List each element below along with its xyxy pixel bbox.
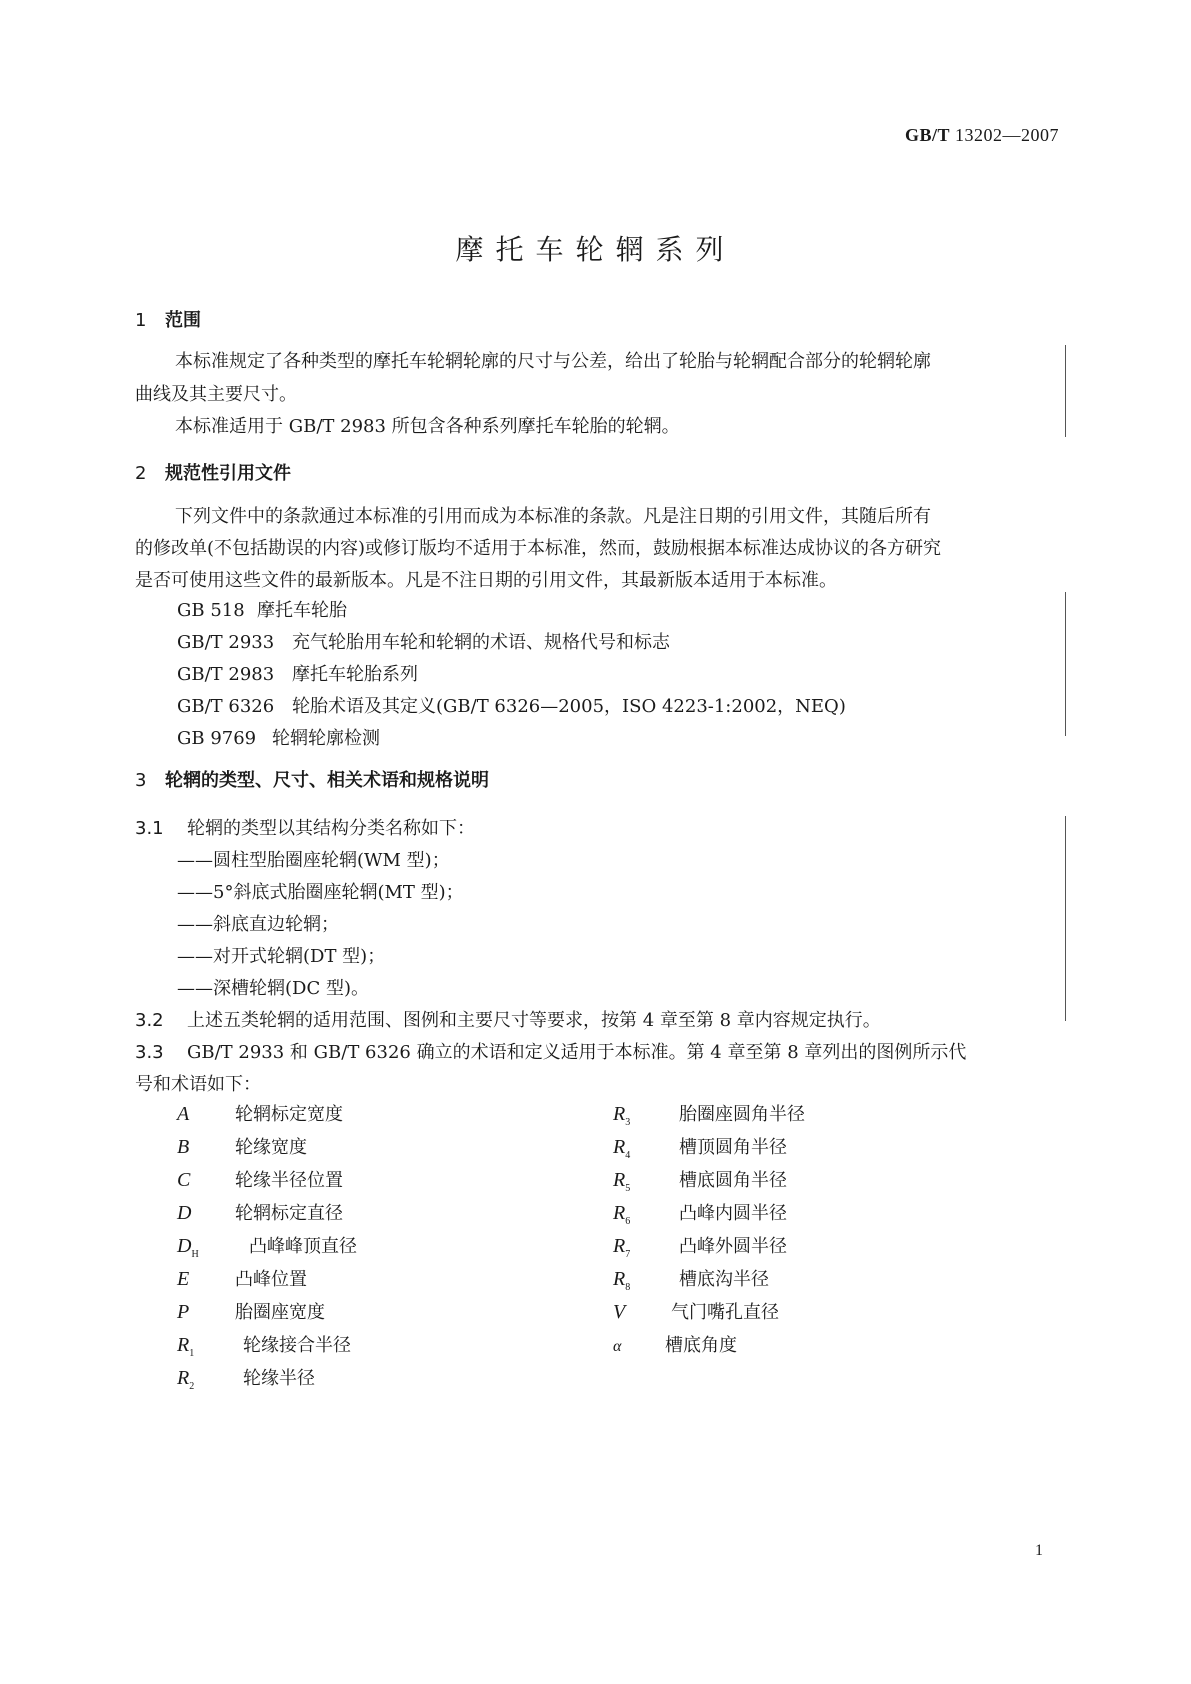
rim-type-item: ——斜底直边轮辋； [177, 914, 339, 935]
subsection-3-3-cont [135, 1070, 261, 1096]
symbol-entry [613, 1199, 787, 1227]
section-1-heading [135, 306, 201, 332]
subsection-text: 上述五类轮辋的适用范围、图例和主要尺寸等要求，按第 4 章至第 8 章内容规定执行。 [187, 1010, 881, 1031]
symbol: α [613, 1338, 622, 1355]
section-2-paragraph-cont [135, 564, 1057, 597]
section-2-paragraph-cont [135, 532, 1057, 565]
section-2-paragraph [135, 500, 1057, 533]
symbol-description: 槽底圆角半径 [679, 1170, 787, 1191]
page-number: 1 [1035, 1542, 1043, 1559]
text-line: 曲线及其主要尺寸。 [135, 384, 297, 405]
text-line: 的修改单(不包括勘误的内容)或修订版均不适用于本标准，然而，鼓励根据本标准达成协议的各方研究 [135, 538, 942, 559]
subsection-text: 轮辋的类型以其结构分类名称如下： [187, 818, 475, 839]
section-title: 规范性引用文件 [165, 463, 291, 484]
section-number: 1 [135, 310, 147, 331]
change-bar [1065, 816, 1066, 1021]
section-title: 范围 [165, 310, 201, 331]
symbol-description: 槽底沟半径 [679, 1269, 769, 1290]
reference-item [177, 628, 670, 654]
reference-item [177, 660, 418, 686]
text-line: 下列文件中的条款通过本标准的引用而成为本标准的条款。凡是注日期的引用文件，其随后所有 [175, 506, 931, 527]
section-1-paragraph-2 [135, 410, 1057, 443]
reference-code: GB/T 2933 [177, 632, 275, 653]
symbol-entry [613, 1331, 737, 1357]
symbol-entry [613, 1133, 787, 1161]
subsection-text: GB/T 2933 和 GB/T 6326 确立的术语和定义适用于本标准。第 4 章至第 8 章列出的图例所示代 [187, 1042, 967, 1063]
standard-code [905, 125, 1059, 146]
rim-type-item: ——对开式轮辋(DT 型)； [177, 946, 386, 967]
symbol-entry [177, 1364, 315, 1392]
standard-prefix: GB/T [904, 125, 950, 145]
rim-type-item: ——圆柱型胎圈座轮辋(WM 型)； [177, 850, 450, 871]
symbol-description: 凸峰外圆半径 [679, 1236, 787, 1257]
symbol: $R_7$ [613, 1235, 631, 1260]
symbol-entry [613, 1298, 779, 1324]
symbol-entry [177, 1166, 343, 1192]
document-title: 摩托车轮辋系列 [455, 233, 736, 266]
symbol-description: 凸峰位置 [235, 1269, 307, 1290]
symbol-entry [177, 1100, 343, 1126]
symbol-entry [613, 1100, 805, 1128]
symbol-entry [177, 1199, 343, 1225]
change-bar [1065, 592, 1066, 736]
subsection-3-1 [135, 814, 475, 840]
symbol: $R_6$ [613, 1202, 631, 1227]
subsection-text: 号和术语如下： [135, 1074, 261, 1095]
reference-title: 摩托车轮胎系列 [292, 664, 418, 685]
reference-item [177, 692, 846, 718]
symbol-entry [613, 1232, 787, 1260]
symbol: C [177, 1169, 191, 1191]
text-line: 本标准规定了各种类型的摩托车轮辋轮廓的尺寸与公差，给出了轮胎与轮辋配合部分的轮辋轮廓 [175, 351, 931, 372]
symbol-description: 凸峰峰顶直径 [249, 1236, 357, 1257]
symbol-description: 胎圈座圆角半径 [679, 1104, 805, 1125]
symbol: $R_8$ [613, 1268, 631, 1293]
symbol-entry [177, 1265, 307, 1291]
symbol-description: 胎圈座宽度 [235, 1302, 325, 1323]
reference-title: 充气轮胎用车轮和轮辋的术语、规格代号和标志 [292, 632, 670, 653]
symbol-entry [177, 1298, 325, 1324]
reference-item [177, 724, 380, 750]
symbol-entry [613, 1166, 787, 1194]
section-3-heading [135, 766, 489, 792]
reference-code: GB/T 2983 [177, 664, 275, 685]
symbol: $R_5$ [613, 1169, 631, 1194]
rim-type-item: ——深槽轮辋(DC 型)。 [177, 978, 369, 999]
symbol: B [177, 1136, 190, 1158]
symbol-description: 凸峰内圆半径 [679, 1203, 787, 1224]
section-1-paragraph-1-cont [135, 378, 1057, 411]
rim-type-item: ——5°斜底式胎圈座轮辋(MT 型)； [177, 882, 464, 903]
change-bar [1065, 345, 1066, 437]
symbol: $R_4$ [613, 1136, 631, 1161]
reference-title: 摩托车轮胎 [257, 600, 347, 621]
reference-title: 轮辋轮廓检测 [272, 728, 380, 749]
standard-number: 13202—2007 [955, 125, 1059, 145]
reference-title: 轮胎术语及其定义(GB/T 6326—2005，ISO 4223-1:2002，NEQ) [292, 696, 846, 717]
subsection-number: 3.2 [135, 1010, 164, 1031]
symbol-description: 轮缘半径位置 [235, 1170, 343, 1191]
symbol: $R_3$ [613, 1103, 631, 1128]
reference-code: GB/T 6326 [177, 696, 275, 717]
symbol-description: 气门嘴孔直径 [671, 1302, 779, 1323]
reference-item [177, 596, 347, 622]
symbol-description: 轮辋标定宽度 [235, 1104, 343, 1125]
symbol: $R_2$ [177, 1367, 195, 1392]
symbol: V [613, 1301, 626, 1323]
text-line: 本标准适用于 GB/T 2983 所包含各种系列摩托车轮胎的轮辋。 [175, 416, 680, 437]
subsection-number: 3.3 [135, 1042, 164, 1063]
symbol: $D_H$ [177, 1235, 199, 1260]
symbol: A [177, 1103, 190, 1125]
symbol-entry [177, 1331, 351, 1359]
subsection-3-2 [135, 1006, 881, 1032]
symbol: P [177, 1301, 190, 1323]
reference-code: GB 9769 [177, 728, 257, 749]
text-line: 是否可使用这些文件的最新版本。凡是不注日期的引用文件，其最新版本适用于本标准。 [135, 570, 837, 591]
symbol-description: 轮辋标定直径 [235, 1203, 343, 1224]
reference-code: GB 518 [177, 600, 245, 621]
section-number: 3 [135, 770, 147, 791]
section-2-heading [135, 459, 291, 485]
section-1-paragraph-1 [135, 345, 1057, 378]
symbol-description: 槽顶圆角半径 [679, 1137, 787, 1158]
symbol: E [177, 1268, 190, 1290]
subsection-3-3 [135, 1038, 966, 1064]
symbol-entry [613, 1265, 769, 1293]
symbol-entry [177, 1232, 357, 1260]
symbol-description: 轮缘宽度 [235, 1137, 307, 1158]
symbol-description: 轮缘半径 [243, 1368, 315, 1389]
symbol: $R_1$ [177, 1334, 195, 1359]
symbol-entry [177, 1133, 307, 1159]
symbol-description: 轮缘接合半径 [243, 1335, 351, 1356]
symbol-description: 槽底角度 [665, 1335, 737, 1356]
section-number: 2 [135, 463, 147, 484]
section-title: 轮辋的类型、尺寸、相关术语和规格说明 [165, 770, 489, 791]
subsection-number: 3.1 [135, 818, 164, 839]
symbol: D [177, 1202, 192, 1224]
